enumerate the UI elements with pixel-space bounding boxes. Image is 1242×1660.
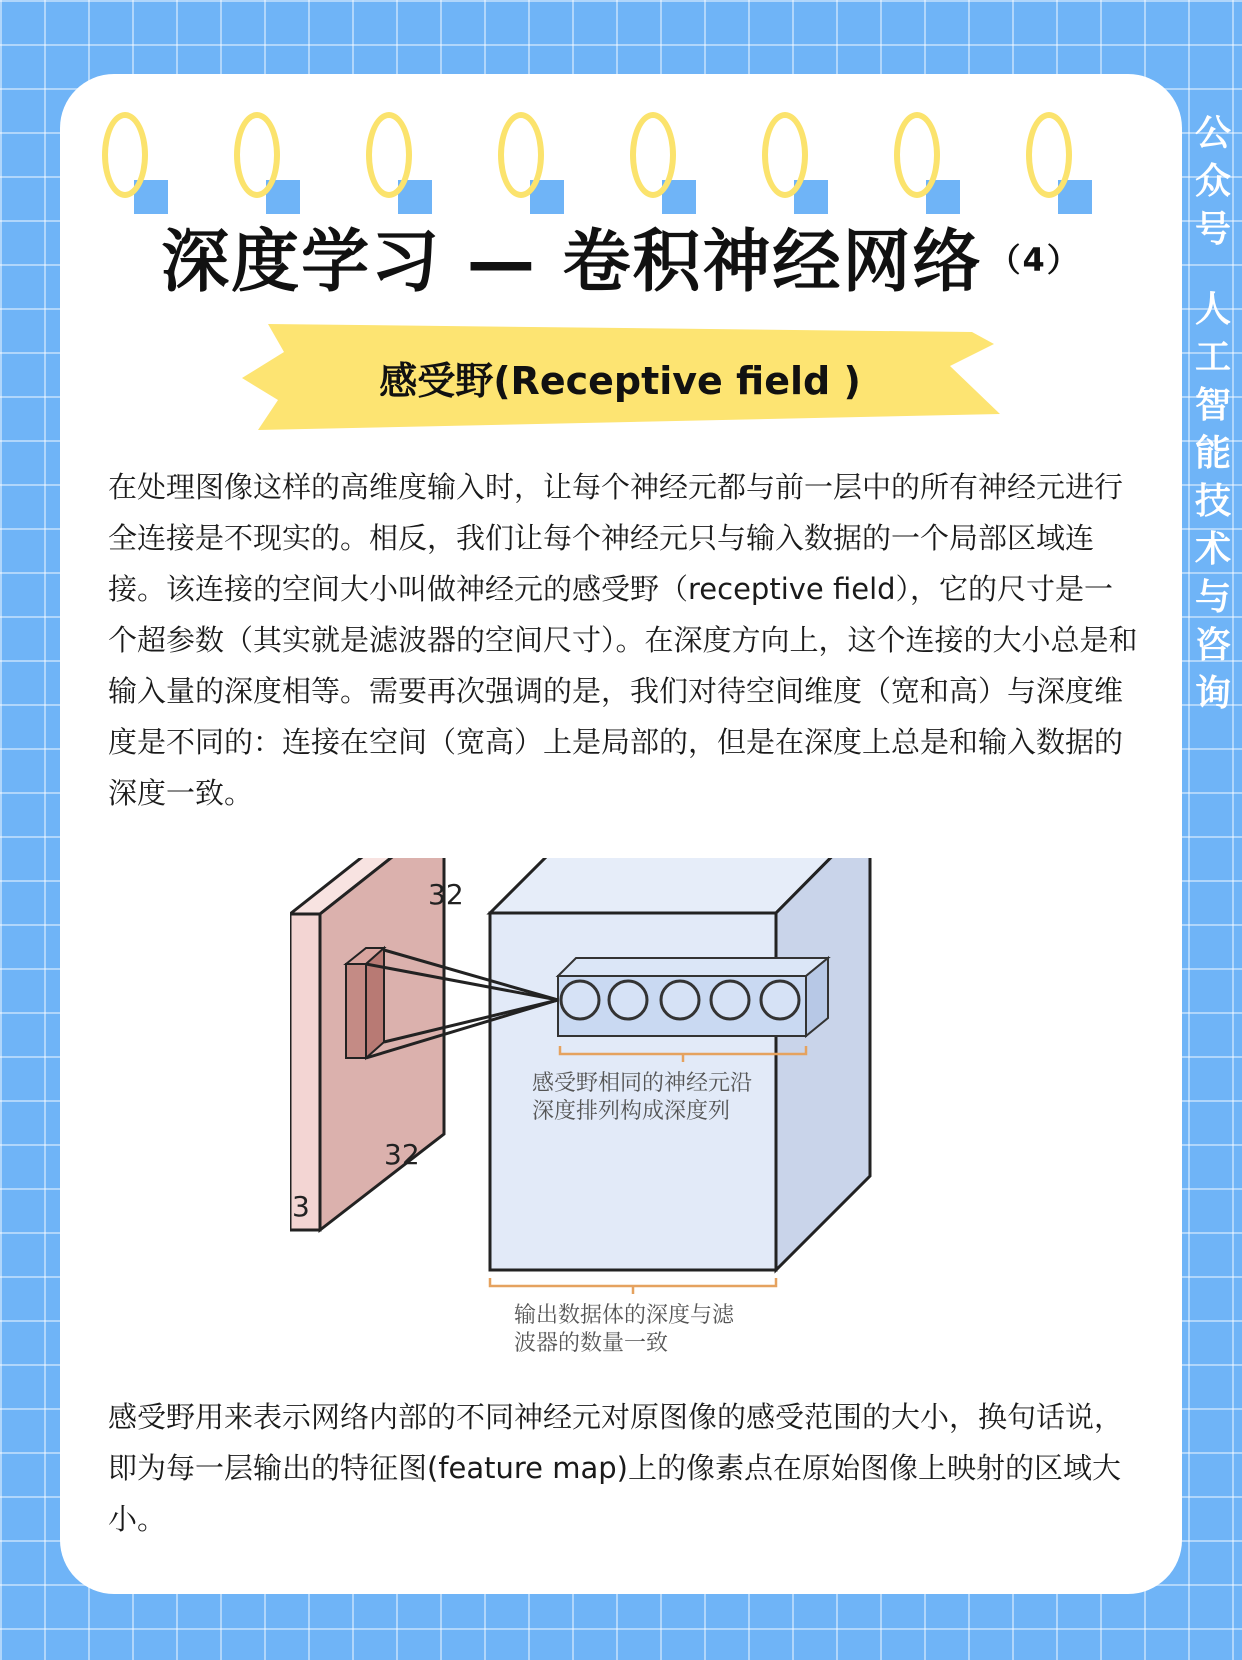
side-label-name: 人工智能技术与咨询 <box>1194 289 1231 714</box>
binder-ring <box>1026 112 1096 222</box>
output-volume <box>490 858 870 1270</box>
depth-column <box>558 958 828 1036</box>
page-title <box>0 208 1242 305</box>
binder-ring <box>762 112 832 222</box>
neuron <box>561 981 599 1019</box>
receptive-field-patch <box>346 948 384 1058</box>
side-label-account: 公众号 <box>1194 113 1231 250</box>
title-main: 深度学习 — 卷积神经网络 <box>161 223 983 302</box>
title-suffix: （4） <box>988 241 1081 279</box>
binder-ring <box>234 112 304 222</box>
neuron <box>711 981 749 1019</box>
binder-ring <box>894 112 964 222</box>
neuron-note-line1: 感受野相同的神经元沿 <box>532 1071 753 1096</box>
ribbon-label: 感受野(Receptive field ) <box>379 359 861 403</box>
binder-ring <box>102 112 172 222</box>
neuron-note-line2: 深度排列构成深度列 <box>532 1099 731 1124</box>
output-depth-bracket <box>490 1278 776 1294</box>
receptive-field-diagram <box>290 858 940 1358</box>
neuron <box>761 981 799 1019</box>
neuron <box>609 981 647 1019</box>
neuron <box>661 981 699 1019</box>
binder-ring <box>630 112 700 222</box>
output-note-line2: 波器的数量一致 <box>514 1331 669 1356</box>
input-height-label: 32 <box>428 878 464 911</box>
input-width-label: 32 <box>384 1138 420 1171</box>
side-label <box>1188 110 1238 718</box>
output-note-line1: 输出数据体的深度与滤 <box>514 1303 735 1328</box>
summary-paragraph: 感受野用来表示网络内部的不同神经元对原图像的感受范围的大小，换句话说，即为每一层输出的特征图(feature map)上的像素点在原始图像上映射的区域大小。 <box>108 1400 1124 1536</box>
binder-ring <box>498 112 568 222</box>
binder-ring <box>366 112 436 222</box>
intro-paragraph: 在处理图像这样的高维度输入时，让每个神经元都与前一层中的所有神经元进行全连接是不现实的。相反，我们让每个神经元只与输入数据的一个局部区域连接。该连接的空间大小叫做神经元的感受野（receptive field），它的尺寸是一个超参数（其实就是滤波器的空间尺寸）。在深度方向上，这个连接的大小总是和输入量的深度相等。需要再次强调的是，我们对待空间维度（宽和高）与深度维度是不同的：连接在空间（宽高）上是局部的，但是在深度上总是和输入数据的深度一致。 <box>108 470 1138 810</box>
input-depth-label: 3 <box>292 1190 310 1223</box>
